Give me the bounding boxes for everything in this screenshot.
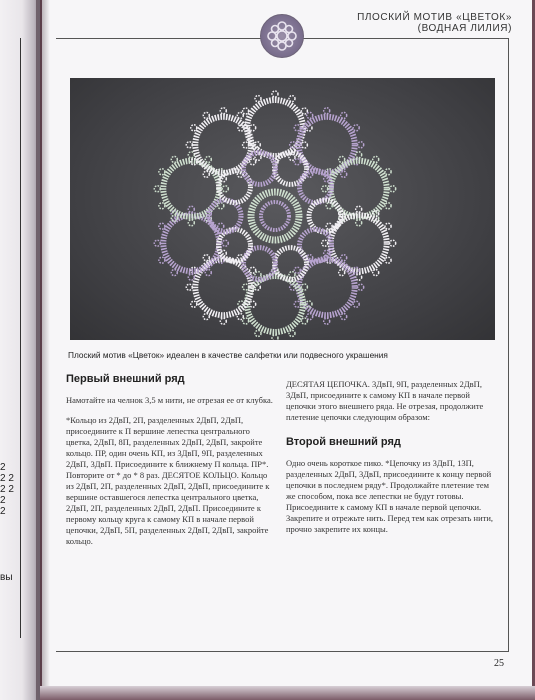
lace-picot: [356, 152, 362, 158]
lace-picot: [205, 270, 211, 276]
lace-picot: [356, 206, 362, 212]
lace-outer-petal: [331, 215, 387, 271]
header-title-line1: ПЛОСКИЙ МОТИВ «ЦВЕТОК»: [357, 12, 512, 23]
instruction-paragraph: *Кольцо из 2ДвП, 2П, разделенных 2ДвП, 2ДвП, присоедините к П вершине лепестка центрального цветка, 2ДвП, 8П, разделенных 2ДвП, 2ДвП, закройте кольцо. ПР, один очень КП, из 3ДвП, 9П, разделенных 2ДвП, 3ДвП. Присоедините к ближнему П кольца. ПР*. Повторите от * до * 8 раз. ДЕСЯТОЕ КОЛЬЦО. Кольцо из 2ДвП, 2П, разделенных 2ДвП, 2ДвП, присоедините к вершине оставшегося лепестка центрального цветка, 2ДвП, 2П, разделенных 2ДвП, 2ДвП. Присоедините к первому кольцу круга к самому КП в начале первой цепочки, 2ДвП, 5П, разделенных 2ДвП, 2ДвП, закройте кольцо.: [66, 415, 270, 546]
lace-picot: [301, 284, 307, 290]
lace-picot: [205, 156, 211, 162]
lace-picot: [324, 318, 330, 324]
lace-picot: [385, 203, 391, 209]
lace-picot: [237, 112, 243, 118]
header-title-line2: (ВОДНАЯ ЛИЛИЯ): [417, 23, 512, 34]
lace-picot: [154, 186, 160, 192]
lace-picot: [159, 223, 165, 229]
lace-picot: [301, 318, 307, 324]
lace-picot: [188, 274, 194, 280]
lace-picot: [243, 108, 249, 114]
lace-picot: [237, 314, 243, 320]
book-bottom-edge: [40, 686, 535, 700]
lace-picot: [203, 171, 209, 177]
lace-inner-petal: [275, 248, 307, 280]
lace-picot: [218, 223, 224, 229]
lace-picot: [341, 112, 347, 118]
lace-picot: [250, 159, 256, 165]
page-header-title: [357, 12, 512, 34]
lace-picot: [289, 330, 295, 336]
lace-picot: [243, 142, 249, 148]
lace-picot: [390, 186, 396, 192]
instruction-paragraph: ДЕСЯТАЯ ЦЕПОЧКА. 3ДвП, 9П, разделенных 2ДвП, 3ДвП, присоедините к самому КП в начале первой цепочки этого внешнего ряда. Не отрезая, продолжите плетение цепочки следующим образом:: [286, 379, 484, 422]
lace-picot: [324, 108, 330, 114]
lace-picot: [373, 270, 379, 276]
lace-picot: [322, 186, 328, 192]
lace-picot: [243, 284, 249, 290]
lace-picot: [220, 108, 226, 114]
lace-picot: [353, 301, 359, 307]
lace-picot: [186, 142, 192, 148]
lace-picot: [341, 171, 347, 177]
lace-picot: [171, 156, 177, 162]
page-number: 25: [494, 658, 504, 669]
lace-picot: [255, 96, 261, 102]
lace-picot: [250, 267, 256, 273]
section-heading-first-outer-row: Первый внешний ряд: [66, 373, 185, 385]
lace-picot: [301, 142, 307, 148]
left-page-fragment-text: вы: [0, 572, 13, 583]
lace-picot: [301, 108, 307, 114]
lace-center-ring: [251, 192, 299, 240]
lace-picot: [250, 301, 256, 307]
lace-inner-petal: [300, 229, 332, 261]
lace-picot: [191, 125, 197, 131]
lace-picot: [188, 152, 194, 158]
lace-inner-petal: [244, 248, 276, 280]
lace-picot: [289, 96, 295, 102]
lace-picot: [322, 240, 328, 246]
lace-picot: [159, 257, 165, 263]
lace-picot: [159, 169, 165, 175]
lace-picot: [255, 330, 261, 336]
lace-picot: [353, 125, 359, 131]
lace-picot: [356, 220, 362, 226]
lace-picot: [358, 142, 364, 148]
book-page: [42, 0, 532, 690]
lace-picot: [373, 156, 379, 162]
lace-picot: [186, 284, 192, 290]
lace-flower-photo: [70, 78, 495, 340]
lace-picot: [339, 156, 345, 162]
lace-picot: [188, 220, 194, 226]
lace-picot: [339, 270, 345, 276]
lace-picot: [294, 125, 300, 131]
lace-picot: [385, 257, 391, 263]
lace-picot: [272, 335, 278, 340]
lace-picot: [307, 112, 313, 118]
lace-picot: [358, 284, 364, 290]
lace-picot: [222, 240, 228, 246]
lace-picot: [390, 240, 396, 246]
lace-picot: [222, 186, 228, 192]
book-spine-shadow: [36, 0, 50, 700]
section-heading-second-outer-row: Второй внешний ряд: [286, 436, 401, 448]
lace-picot: [294, 301, 300, 307]
lace-picot: [341, 255, 347, 261]
lace-picot: [203, 314, 209, 320]
left-page-edge: [0, 0, 40, 700]
lace-picot: [385, 223, 391, 229]
left-page-rule: [20, 38, 21, 638]
left-text-column: [66, 374, 274, 556]
photo-caption: Плоский мотив «Цветок» идеален в качестве салфетки или подвесного украшения: [68, 350, 388, 360]
right-text-column: [286, 379, 498, 544]
instruction-paragraph: Одно очень короткое пико. *Цепочку из 3ДвП, 13П, разделенных 2ДвП, 3ДвП, присоедините к концу первой цепочки в последнем ряду*. Продолжайте плетение тем же способом, пока все лепестки не будут готовы. Присоедините к самому КП в начале первой цепочки. Закрепите и отрежьте нить. Перед тем как отрезать нити, прочно закрепите их концы.: [286, 458, 494, 534]
lace-picot: [272, 91, 278, 97]
lace-picot: [294, 267, 300, 273]
lace-picot: [243, 318, 249, 324]
lace-picot: [188, 206, 194, 212]
lace-picot: [171, 270, 177, 276]
lace-picot: [203, 112, 209, 118]
lace-flower-illustration: [70, 78, 495, 340]
lace-picot: [307, 314, 313, 320]
lace-center-ring: [261, 202, 289, 230]
lace-picot: [250, 125, 256, 131]
lace-picot: [159, 203, 165, 209]
lace-inner-petal: [244, 152, 276, 184]
lace-picot: [203, 255, 209, 261]
lace-picot: [220, 318, 226, 324]
lace-picot: [191, 301, 197, 307]
lace-picot: [154, 240, 160, 246]
flower-emblem-icon: [260, 14, 304, 58]
left-page-fragment-numbers: 2 2 2 2 2 2 2: [0, 462, 14, 517]
lace-picot: [385, 169, 391, 175]
instruction-paragraph: Намотайте на челнок 3,5 м нити, не отрезая ее от клубка.: [66, 395, 273, 405]
lace-picot: [341, 314, 347, 320]
lace-outer-petal: [331, 161, 387, 217]
lace-picot: [294, 159, 300, 165]
